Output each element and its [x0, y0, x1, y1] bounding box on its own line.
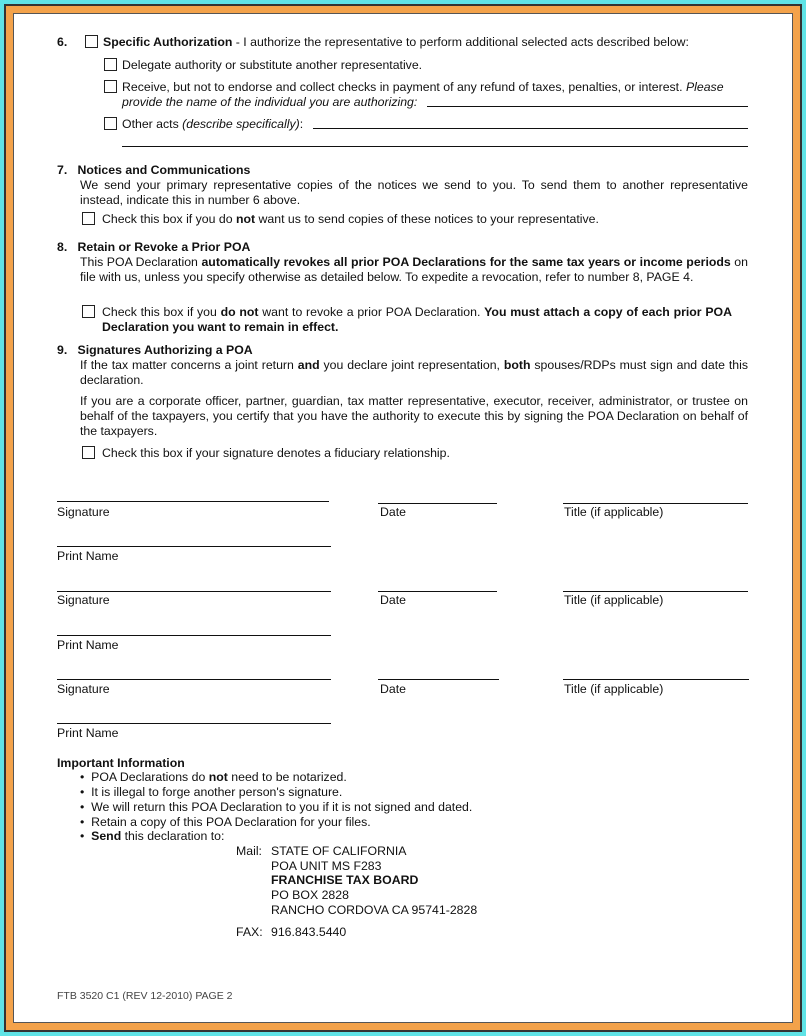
address-line-2: POA UNIT MS F283: [271, 859, 382, 873]
print-name-3-field[interactable]: [57, 723, 331, 724]
section-9-text-2: If you are a corporate officer, partner, guardian, tax matter representative, executor, receiver, administrator, or trustee on behalf of the taxpayers, you certify that you have the authority to execute this by signing the POA Declaration on behalf of the taxpayers.: [80, 394, 748, 438]
other-acts-field-line-2[interactable]: [122, 146, 748, 147]
fiduciary-checkbox-label: Check this box if your signature denotes a fiduciary relationship.: [102, 446, 450, 460]
fax-number: 916.843.5440: [271, 925, 347, 939]
other-acts-label: Other acts (describe specifically):: [122, 117, 304, 131]
important-info-heading: Important Information: [57, 756, 185, 770]
info-bullet-2: • It is illegal to forge another person's signature.: [80, 785, 343, 799]
title-3-label: Title (if applicable): [564, 682, 664, 696]
print-name-3-label: Print Name: [57, 726, 119, 740]
fax-label: FAX:: [236, 925, 263, 939]
specific-authorization-checkbox[interactable]: [85, 35, 98, 48]
other-acts-field[interactable]: [313, 128, 748, 129]
title-2-field[interactable]: [563, 591, 748, 592]
print-name-2-label: Print Name: [57, 638, 119, 652]
signature-2-label: Signature: [57, 593, 110, 607]
info-bullet-5: • Send this declaration to:: [80, 829, 225, 843]
title-2-label: Title (if applicable): [564, 593, 664, 607]
title-1-label: Title (if applicable): [564, 505, 664, 519]
signature-1-label: Signature: [57, 505, 110, 519]
info-bullet-3: • We will return this POA Declaration to you if it is not signed and dated.: [80, 800, 473, 814]
print-name-2-field[interactable]: [57, 635, 331, 636]
print-name-1-label: Print Name: [57, 549, 119, 563]
retain-prior-poa-label: Check this box if you do not want to revoke a prior POA Declaration. You must attach a copy of each prior POA Declaration you want to remain in effect.: [102, 305, 732, 334]
print-name-1-field[interactable]: [57, 546, 331, 547]
info-bullet-4: • Retain a copy of this POA Declaration for your files.: [80, 815, 371, 829]
title-1-field[interactable]: [563, 503, 748, 504]
section-6-number: 6.: [57, 35, 68, 49]
signature-2-field[interactable]: [57, 591, 331, 592]
mail-label: Mail:: [236, 844, 262, 858]
notices-checkbox-label: Check this box if you do not want us to send copies of these notices to your representative.: [102, 212, 599, 226]
section-8-heading: 8. Retain or Revoke a Prior POA: [57, 240, 251, 254]
title-3-field[interactable]: [563, 679, 749, 680]
date-3-field[interactable]: [378, 679, 499, 680]
address-line-4: PO BOX 2828: [271, 888, 349, 902]
signature-1-field[interactable]: [57, 501, 329, 502]
receive-checks-label-2: provide the name of the individual you are authorizing:: [122, 95, 418, 109]
address-line-1: STATE OF CALIFORNIA: [271, 844, 407, 858]
receive-checks-label: Receive, but not to endorse and collect checks in payment of any refund of taxes, penalties, or interest. Please: [122, 80, 724, 94]
retain-prior-poa-checkbox[interactable]: [82, 305, 95, 318]
form-footer: FTB 3520 C1 (REV 12-2010) PAGE 2: [57, 990, 233, 1002]
receive-checks-checkbox[interactable]: [104, 80, 117, 93]
date-1-label: Date: [380, 505, 406, 519]
info-bullet-1: • POA Declarations do not need to be notarized.: [80, 770, 347, 784]
date-2-field[interactable]: [378, 591, 497, 592]
fiduciary-checkbox[interactable]: [82, 446, 95, 459]
section-7-text: We send your primary representative copies of the notices we send to you. To send them to another representative instead, indicate this in number 6 above.: [80, 178, 748, 207]
other-acts-checkbox[interactable]: [104, 117, 117, 130]
section-9-heading: 9. Signatures Authorizing a POA: [57, 343, 253, 357]
date-2-label: Date: [380, 593, 406, 607]
delegate-authority-checkbox[interactable]: [104, 58, 117, 71]
section-7-heading: 7. Notices and Communications: [57, 163, 251, 177]
date-3-label: Date: [380, 682, 406, 696]
section-9-text-1: If the tax matter concerns a joint return and you declare joint representation, both spouses/RDPs must sign and date this declaration.: [80, 358, 748, 387]
notices-checkbox[interactable]: [82, 212, 95, 225]
delegate-authority-label: Delegate authority or substitute another representative.: [122, 58, 423, 72]
address-line-3: FRANCHISE TAX BOARD: [271, 873, 419, 887]
section-8-text: This POA Declaration automatically revokes all prior POA Declarations for the same tax years or income periods on file with us, unless you specify otherwise as detailed below. To expedite a revocation, refer to number 8, PAGE 4.: [80, 255, 748, 284]
signature-3-label: Signature: [57, 682, 110, 696]
signature-3-field[interactable]: [57, 679, 331, 680]
address-line-5: RANCHO CORDOVA CA 95741-2828: [271, 903, 478, 917]
date-1-field[interactable]: [378, 503, 497, 504]
section-6-heading: Specific Authorization - I authorize the representative to perform additional selected acts described below:: [103, 35, 689, 49]
authorized-individual-field[interactable]: [427, 106, 748, 107]
